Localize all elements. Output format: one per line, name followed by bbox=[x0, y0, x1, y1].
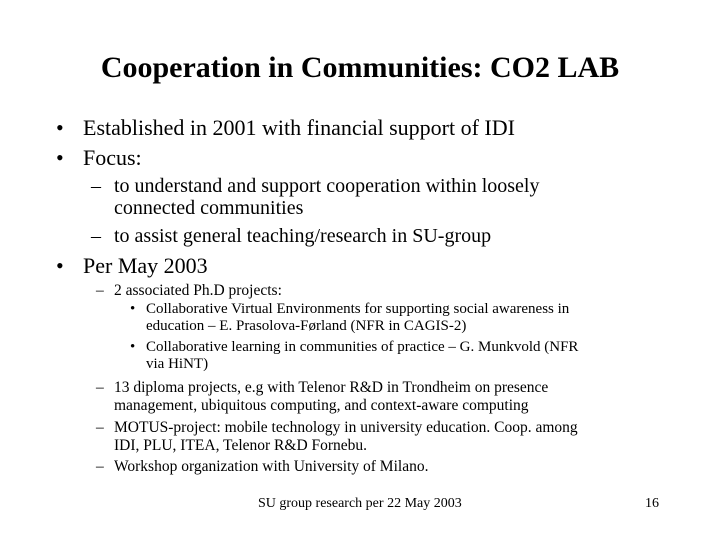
dash-icon: – bbox=[96, 458, 104, 475]
bullet-icon: • bbox=[56, 145, 64, 170]
phd-project-1-line-1: Collaborative Virtual Environments for supporting social awareness in bbox=[146, 301, 570, 317]
workshop: Workshop organization with University of Milano. bbox=[114, 458, 429, 475]
dash-icon: – bbox=[91, 175, 101, 197]
bullet-icon: • bbox=[130, 301, 136, 317]
phd-project-1-line-2: education – E. Prasolova-Førland (NFR in CAGIS-2) bbox=[146, 318, 467, 334]
focus-item-1-line-1: to understand and support cooperation within loosely bbox=[114, 175, 540, 197]
dash-icon: – bbox=[96, 419, 104, 436]
page-number: 16 bbox=[645, 496, 659, 511]
bullet-icon: • bbox=[56, 115, 64, 140]
item-focus: Focus: bbox=[83, 145, 142, 170]
motus-line-1: MOTUS-project: mobile technology in university education. Coop. among bbox=[114, 419, 578, 436]
item-per-may: Per May 2003 bbox=[83, 253, 208, 278]
diploma-line-2: management, ubiquitous computing, and context-aware computing bbox=[114, 397, 529, 414]
item-established: Established in 2001 with financial support of IDI bbox=[83, 115, 515, 140]
phd-project-2-line-1: Collaborative learning in communities of practice – G. Munkvold (NFR bbox=[146, 339, 579, 355]
dash-icon: – bbox=[96, 282, 104, 299]
bullet-icon: • bbox=[130, 339, 136, 355]
footer-text: SU group research per 22 May 2003 bbox=[258, 496, 462, 511]
diploma-line-1: 13 diploma projects, e.g with Telenor R&D in Trondheim on presence bbox=[114, 379, 549, 396]
slide-title: Cooperation in Communities: CO2 LAB bbox=[100, 51, 620, 84]
phd-project-2-line-2: via HiNT) bbox=[146, 356, 209, 372]
focus-item-1-line-2: connected communities bbox=[114, 197, 304, 219]
phd-projects: 2 associated Ph.D projects: bbox=[114, 282, 282, 299]
bullet-icon: • bbox=[56, 253, 64, 278]
motus-line-2: IDI, PLU, ITEA, Telenor R&D Fornebu. bbox=[114, 437, 368, 454]
focus-item-2: to assist general teaching/research in SU-group bbox=[114, 225, 492, 247]
dash-icon: – bbox=[91, 225, 101, 247]
dash-icon: – bbox=[96, 379, 104, 396]
